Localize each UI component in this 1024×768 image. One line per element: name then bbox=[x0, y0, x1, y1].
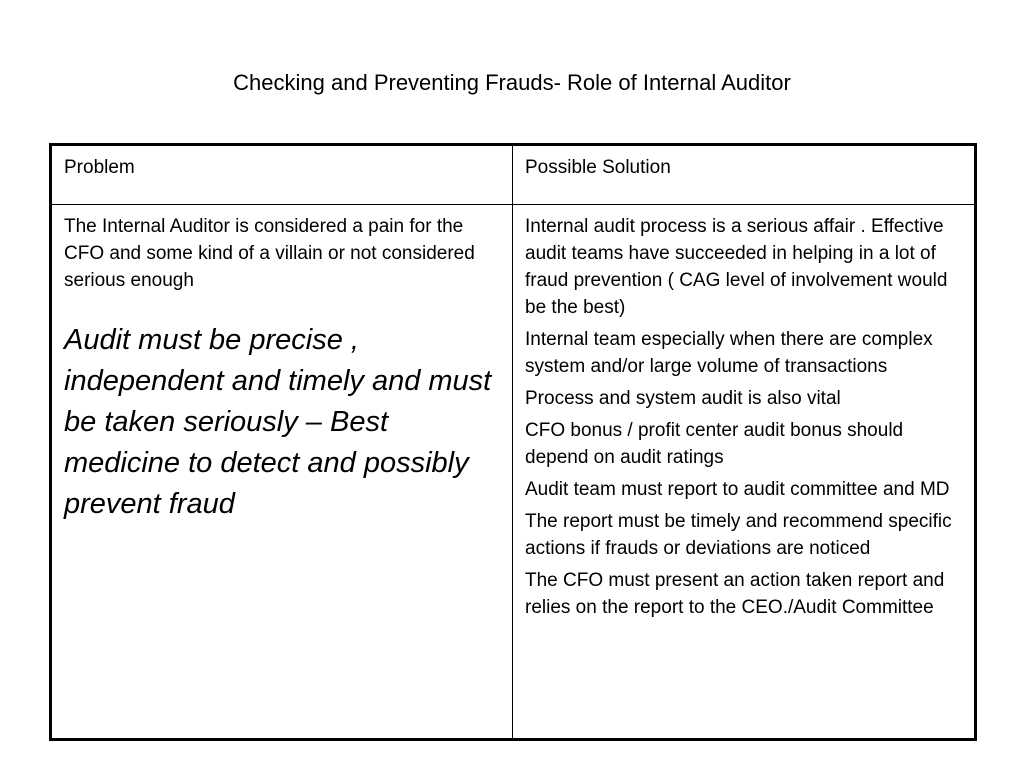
table-header-row bbox=[51, 145, 976, 205]
solution-item: Internal audit process is a serious affair . Effective audit teams have succeeded in helping in a lot of fraud prevention ( CAG level of involvement would be the best) bbox=[525, 216, 948, 318]
solution-item: The report must be timely and recommend specific actions if frauds or deviations are noticed bbox=[525, 511, 952, 559]
problem-description: The Internal Auditor is considered a pain for the CFO and some kind of a villain or not considered serious enough bbox=[64, 216, 475, 291]
solution-item: Process and system audit is also vital bbox=[525, 388, 841, 409]
solution-cell bbox=[513, 205, 976, 740]
key-message: Audit must be precise , independent and timely and must be taken seriously – Best medicine to detect and possibly prevent fraud bbox=[64, 324, 492, 520]
solution-list bbox=[525, 213, 964, 621]
solution-item: Internal team especially when there are complex system and/or large volume of transactions bbox=[525, 329, 933, 377]
problem-solution-table bbox=[49, 143, 977, 741]
solution-item: The CFO must present an action taken report and relies on the report to the CEO./Audit Committee bbox=[525, 570, 945, 618]
solution-item: CFO bonus / profit center audit bonus should depend on audit ratings bbox=[525, 420, 904, 468]
problem-cell bbox=[51, 205, 513, 740]
problem-column-header: Problem bbox=[51, 145, 513, 205]
slide-title: Checking and Preventing Frauds- Role of Internal Auditor bbox=[233, 70, 791, 95]
table-body-row bbox=[51, 205, 976, 740]
solution-column-header: Possible Solution bbox=[513, 145, 976, 205]
solution-item: Audit team must report to audit committee and MD bbox=[525, 479, 950, 500]
